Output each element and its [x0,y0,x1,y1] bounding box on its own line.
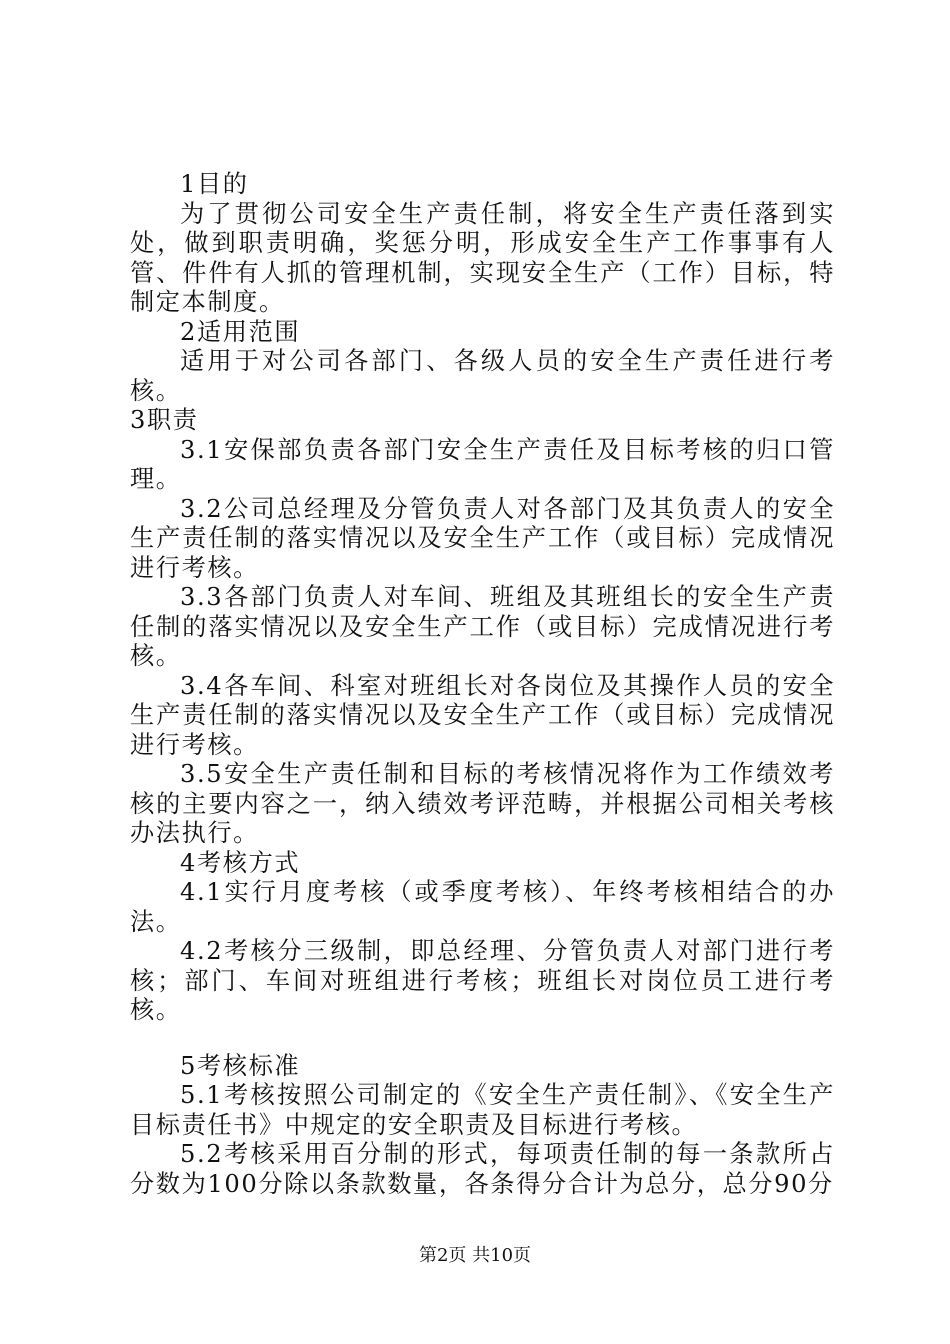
paragraph-3-3: 3.3各部门负责人对车间、班组及其班组长的安全生产责任制的落实情况以及安全生产工作（或目标）完成情况进行考核。 [130,583,835,670]
paragraph-3-1: 3.1安保部负责各部门安全生产责任及目标考核的归口管理。 [130,435,835,493]
section-heading-responsibilities: 3职责 [130,406,199,434]
section-heading-scope: 2适用范围 [180,317,301,346]
paragraph-3-2: 3.2公司总经理及分管负责人对各部门及其负责人的安全生产责任制的落实情况以及安全生产工作（或目标）完成情况进行考核。 [130,494,835,582]
page-number-label: 第2页 共10页 [418,1245,532,1266]
section-heading-purpose: 1目的 [180,170,249,198]
paragraph-4-1: 4.1实行月度考核（或季度考核）、年终考核相结合的办法。 [130,878,835,936]
section-heading-assessment-method: 4考核方式 [180,848,301,877]
paragraph-3-5: 3.5安全生产责任制和目标的考核情况将作为工作绩效考核的主要内容之一，纳入绩效考评范畴，并根据公司相关考核办法执行。 [130,760,835,847]
document-body [130,170,835,1199]
section-heading-assessment-standard: 5考核标准 [180,1051,301,1080]
paragraph-purpose: 为了贯彻公司安全生产责任制，将安全生产责任落到实处，做到职责明确，奖惩分明，形成安全生产工作事事有人管、件件有人抓的管理机制，实现安全生产（工作）目标，特制定本制度。 [130,199,835,316]
page-footer [0,1245,950,1267]
paragraph-4-2: 4.2考核分三级制，即总经理、分管负责人对部门进行考核；部门、车间对班组进行考核；班组长对岗位员工进行考核。 [130,937,835,1024]
paragraph-5-2: 5.2考核采用百分制的形式，每项责任制的每一条款所占分数为100分除以条款数量，各条得分合计为总分，总分90分 [130,1140,835,1198]
paragraph-5-1: 5.1考核按照公司制定的《安全生产责任制》、《安全生产目标责任书》中规定的安全职责及目标进行考核。 [130,1081,835,1139]
blank-line [130,1026,835,1052]
paragraph-3-4: 3.4各车间、科室对班组长对各岗位及其操作人员的安全生产责任制的落实情况以及安全生产工作（或目标）完成情况进行考核。 [130,671,835,759]
paragraph-scope: 适用于对公司各部门、各级人员的安全生产责任进行考核。 [130,347,835,405]
